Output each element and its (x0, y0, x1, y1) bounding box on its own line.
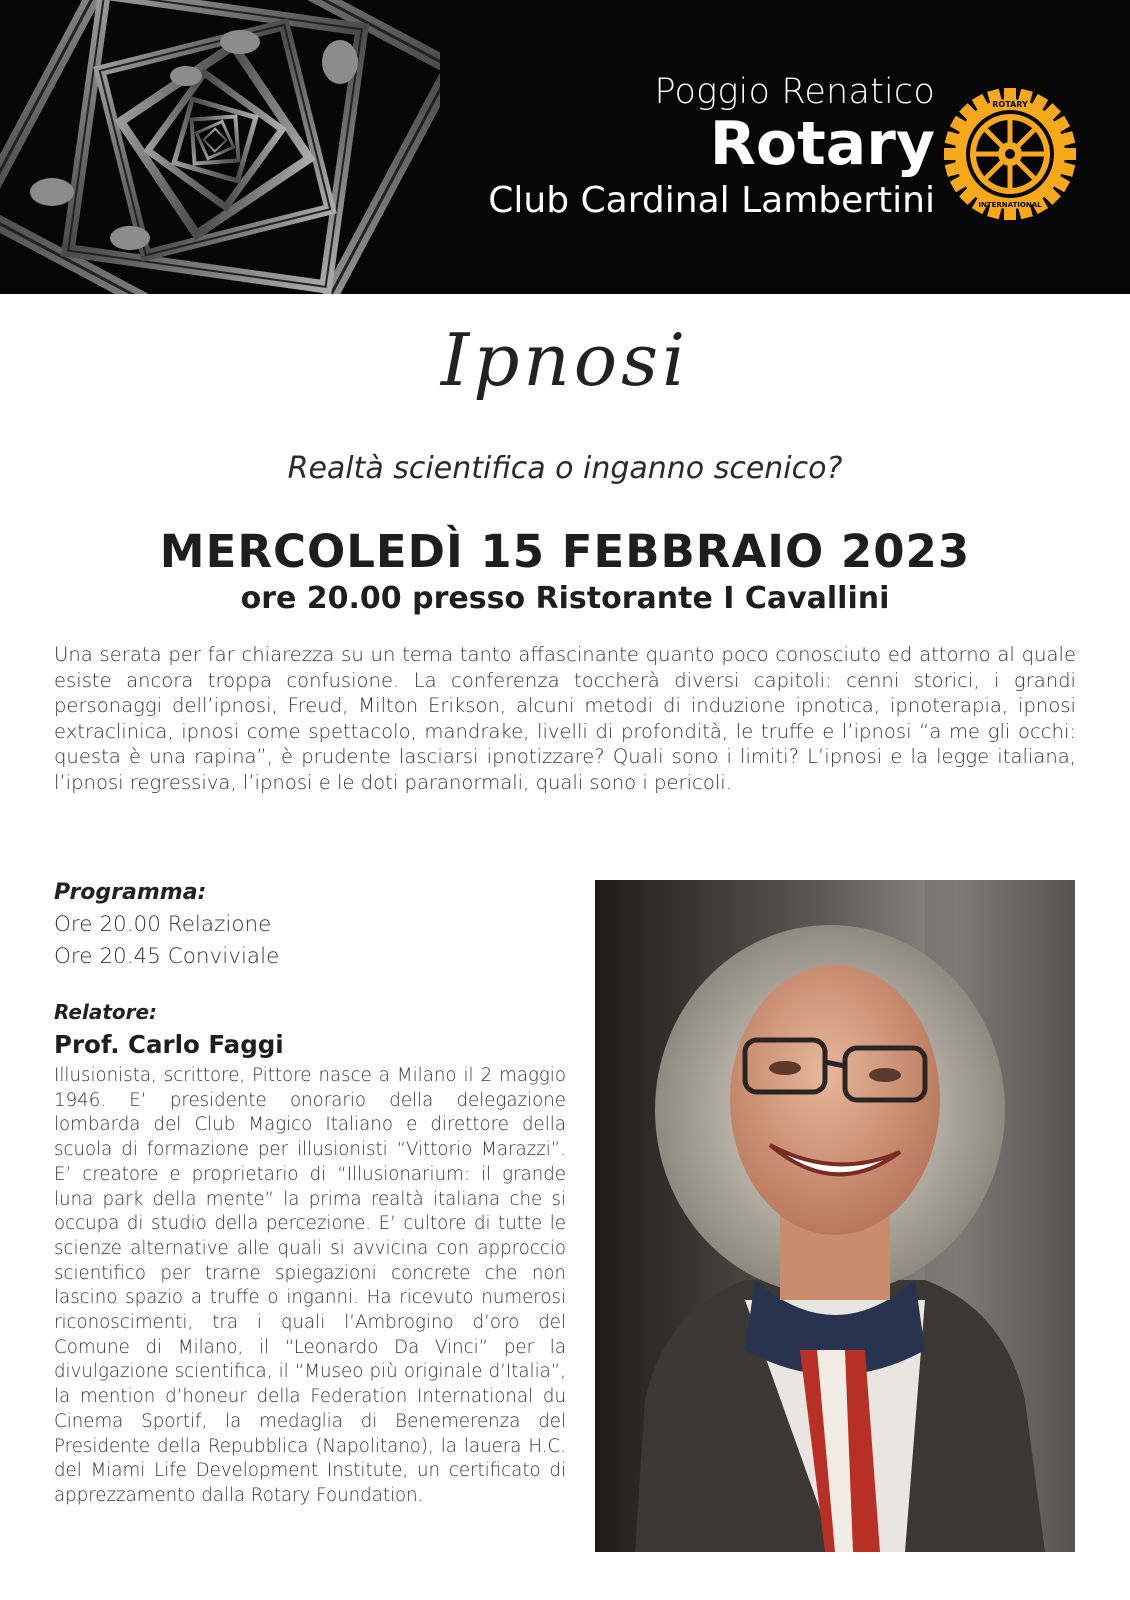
event-description: Una serata per far chiarezza su un tema tanto affascinante quanto poco conosciuto ed attorno al quale esiste ancora troppa confusione. La conferenza toccherà diversi capitoli: cenni storici, i grandi personaggi dell’ipnosi, Freud, Milton Erikson, alcuni metodi di induzione ipnotica, ipnoterapia, ipnosi extraclinica, ipnosi come spettacolo, mandrake, livelli di profondità, le truffe e l’ipnosi “a me gli occhi: questa è una rapina”, è prudente lasciarsi ipnotizzare? Quali sono i limiti? L’ipnosi e la legge italiana, l’ipnosi regressiva, l’ipnosi e le doti paranormali, quali sono i pericoli. (54, 643, 1076, 794)
speaker-label: Relatore: (54, 1000, 158, 1024)
club-subname: Club Cardinal Lambertini (488, 180, 935, 222)
speaker-bio: Illusionista, scrittore, Pittore nasce a Milano il 2 maggio 1946. E’ presidente onorario della delegazione lombarda del Club Magico Italiano e direttore della scuola di formazione per illusionisti “Vittorio Marazzi”. E’ creatore e proprietario di “Illusionarium: il grande luna park della mente” la prima realtà italiana che si occupa di studio della percezione. E’ cultore di tutte le scienze alternative alle quali si avvicina con approccio scientifico per trarne spiegazioni concrete che non lascino spazio a truffe o inganni. Ha ricevuto numerosi riconoscimenti, tra i quali l’Ambrogino d’oro del Comune di Milano, il “Leonardo Da Vinci” per la divulgazione scientifica, il “Museo più originale d’Italia”, la mention d’honeur della Federation International du Cinema Sportif, la medaglia di Benemerenza del Presidente della Repubblica (Napolitano), la lauera H.C. del Miami Life Development Institute, un certificato di apprezzamento dalla Rotary Foundation. (54, 1065, 566, 1506)
program-item: Ore 20.45 Conviviale (54, 944, 280, 969)
program-label: Programma: (54, 880, 207, 905)
logo-ring-text-bottom: INTERNATIONAL (978, 201, 1042, 209)
speaker-portrait-illustration (595, 880, 1075, 1552)
event-title: Ipnosi (440, 318, 690, 402)
rotary-wheel-logo-icon (944, 88, 1076, 220)
club-name-block (488, 72, 935, 222)
spiral-frames-artwork (0, 0, 440, 294)
event-subtitle: Realtà scientifica o inganno scenico? (287, 451, 843, 486)
club-location: Poggio Renatico (654, 72, 935, 112)
event-date: MERCOLEDÌ 15 FEBBRAIO 2023 (159, 525, 971, 578)
speaker-name: Prof. Carlo Faggi (54, 1030, 284, 1059)
logo-ring-text-top: ROTARY (992, 100, 1028, 109)
header-banner (0, 0, 1130, 294)
program-item: Ore 20.00 Relazione (54, 912, 272, 937)
club-brand: Rotary (709, 109, 935, 180)
speaker-portrait (595, 880, 1075, 1552)
event-venue: ore 20.00 presso Ristorante I Cavallini (240, 581, 890, 616)
